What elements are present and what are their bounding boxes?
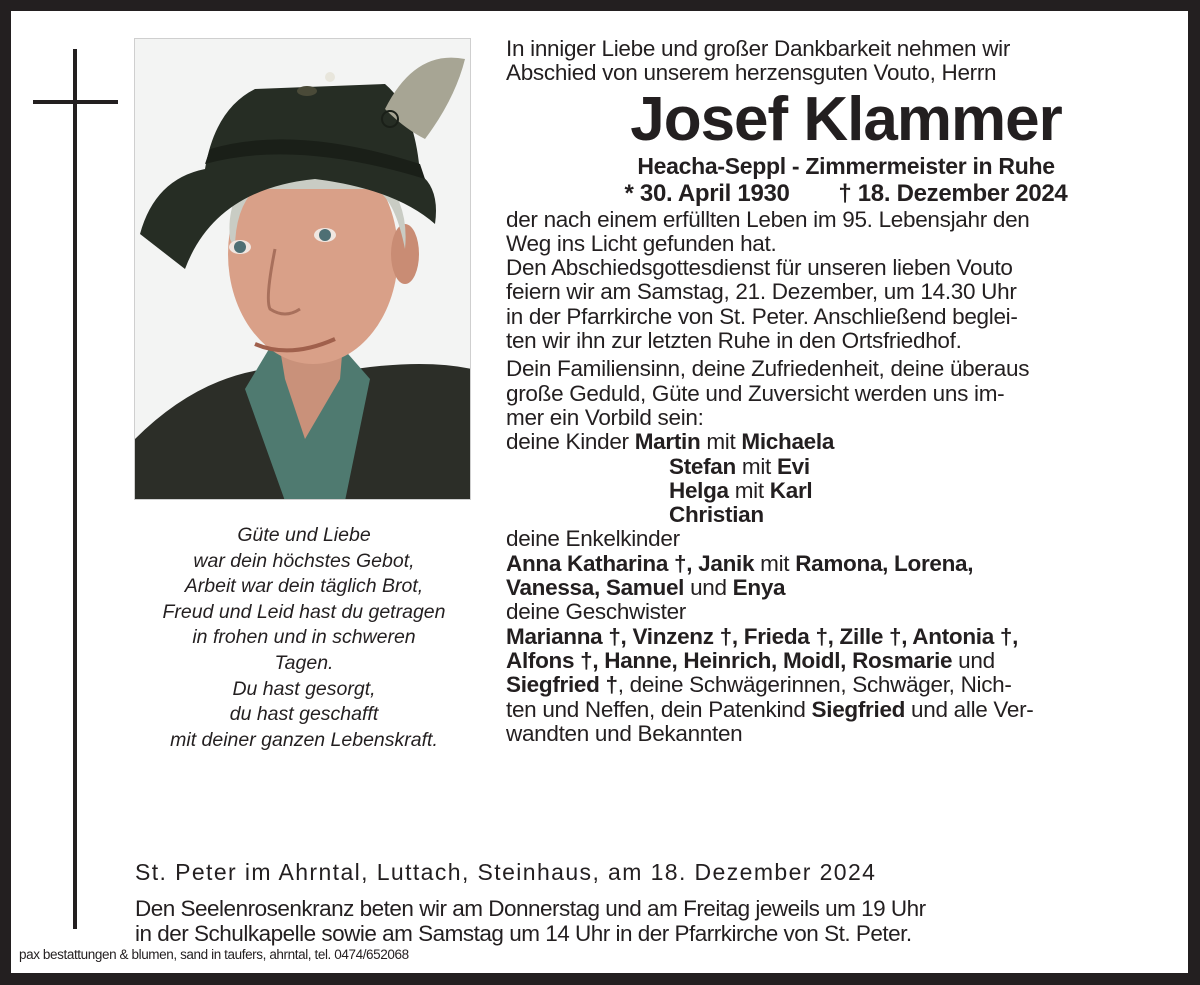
life-dates (506, 180, 1186, 208)
service-line: feiern wir am Samstag, 21. Dezember, um 14.30 Uhr (506, 279, 1017, 305)
obituary-text (506, 37, 1186, 746)
names: Anna Katharina †, Janik (506, 550, 755, 576)
poem-line: in frohen und in schweren (192, 626, 416, 649)
death-date: † 18. Dezember 2024 (838, 179, 1068, 207)
siblings-label: deine Geschwister (506, 599, 686, 625)
connector: und (952, 647, 995, 673)
children-label: deine Kinder (506, 429, 635, 455)
grandchildren-line (506, 552, 1186, 576)
siblings-line (506, 625, 1186, 649)
relatives-text: ten und Neffen, dein Patenkind (506, 696, 812, 722)
poem-line: Arbeit war dein täglich Brot, (184, 575, 424, 598)
deceased-name: Josef Klammer (630, 84, 1062, 154)
birth-date: * 30. April 1930 (624, 179, 790, 207)
obituary-card (11, 11, 1188, 973)
child-name: Helga (669, 477, 729, 503)
relatives-text: , deine Schwägerinnen, Schwäger, Nich- (617, 672, 1012, 698)
grandchildren-label: deine Enkelkinder (506, 526, 680, 552)
intro-line: In inniger Liebe und großer Dankbarkeit nehmen wir (506, 36, 1011, 61)
poem-line: war dein höchstes Gebot, (193, 549, 415, 572)
children-row (506, 503, 1186, 527)
portrait-image (135, 39, 471, 500)
intro-line: Abschied von unserem herzensguten Vouto, Herrn (506, 60, 997, 86)
children-row (506, 455, 1186, 479)
siblings-line (506, 649, 1186, 673)
service-line: Den Abschiedsgottesdienst für unseren lieben Vouto (506, 255, 1013, 281)
passing-line: der nach einem erfüllten Leben im 95. Lebensjahr den (506, 206, 1030, 232)
poem-line: mit deiner ganzen Lebenskraft. (170, 728, 438, 751)
poem-line: Freud und Leid hast du getragen (162, 600, 446, 623)
portrait-photo (134, 38, 471, 500)
service-line: in der Pfarrkirche von St. Peter. Anschließend beglei- (506, 303, 1018, 329)
partner-name: Evi (776, 453, 810, 479)
poem-line: du hast geschafft (229, 703, 379, 726)
relatives-text: und alle Ver- (905, 696, 1034, 722)
children-row (506, 430, 1186, 454)
poem-line: Du hast gesorgt, (232, 677, 376, 700)
passing-line: Weg ins Licht gefunden hat. (506, 230, 777, 256)
child-name: Christian (669, 502, 764, 528)
partner-name: Michaela (741, 429, 835, 455)
child-name: Martin (634, 429, 701, 455)
connector: mit (728, 477, 770, 503)
connector: mit (735, 453, 777, 479)
service-line: ten wir ihn zur letzten Ruhe in den Ortsfriedhof. (506, 328, 962, 354)
poem-line: Tagen. (274, 651, 334, 674)
siblings-line (506, 698, 1186, 722)
names: Ramona, Lorena, (795, 550, 974, 576)
funeral-home-credit: pax bestattungen & blumen, sand in taufers, ahrntal, tel. 0474/652068 (19, 947, 409, 962)
children-row (506, 479, 1186, 503)
tribute-line: mer ein Vorbild sein: (506, 404, 704, 430)
names: Vanessa, Samuel (506, 575, 685, 601)
siblings-line (506, 673, 1186, 697)
rosary-line: in der Schulkapelle sowie am Samstag um 14 Uhr in der Pfarrkirche von St. Peter. (135, 920, 912, 946)
connector: und (684, 575, 733, 601)
godchild-name: Siegfried (811, 696, 906, 722)
nickname-profession: Heacha-Seppl - Zimmermeister in Ruhe (637, 152, 1055, 179)
siblings-line: wandten und Bekannten (506, 720, 743, 746)
names: Alfons †, Hanne, Heinrich, Moidl, Rosmarie (506, 647, 953, 673)
cross-icon-horizontal (33, 100, 118, 104)
connector: mit (700, 429, 742, 455)
cross-icon-vertical (73, 49, 77, 929)
grandchildren-line (506, 576, 1186, 600)
poem-line: Güte und Liebe (237, 524, 371, 546)
place-and-date: St. Peter im Ahrntal, Luttach, Steinhaus, am 18. Dezember 2024 (135, 859, 877, 885)
names: Enya (732, 575, 786, 601)
tribute-line: Dein Familiensinn, deine Zufriedenheit, deine überaus (506, 356, 1030, 382)
poem (124, 523, 484, 753)
connector: mit (754, 550, 796, 576)
rosary-line: Den Seelenrosenkranz beten wir am Donnerstag und am Freitag jeweils um 19 Uhr (135, 896, 926, 921)
tribute-line: große Geduld, Güte und Zuversicht werden uns im- (506, 380, 1005, 406)
names: Marianna †, Vinzenz †, Frieda †, Zille †, Antonia †, (506, 623, 1019, 649)
names: Siegfried † (506, 672, 618, 698)
child-name: Stefan (669, 453, 736, 479)
rosary-notice (135, 897, 926, 946)
partner-name: Karl (769, 477, 813, 503)
